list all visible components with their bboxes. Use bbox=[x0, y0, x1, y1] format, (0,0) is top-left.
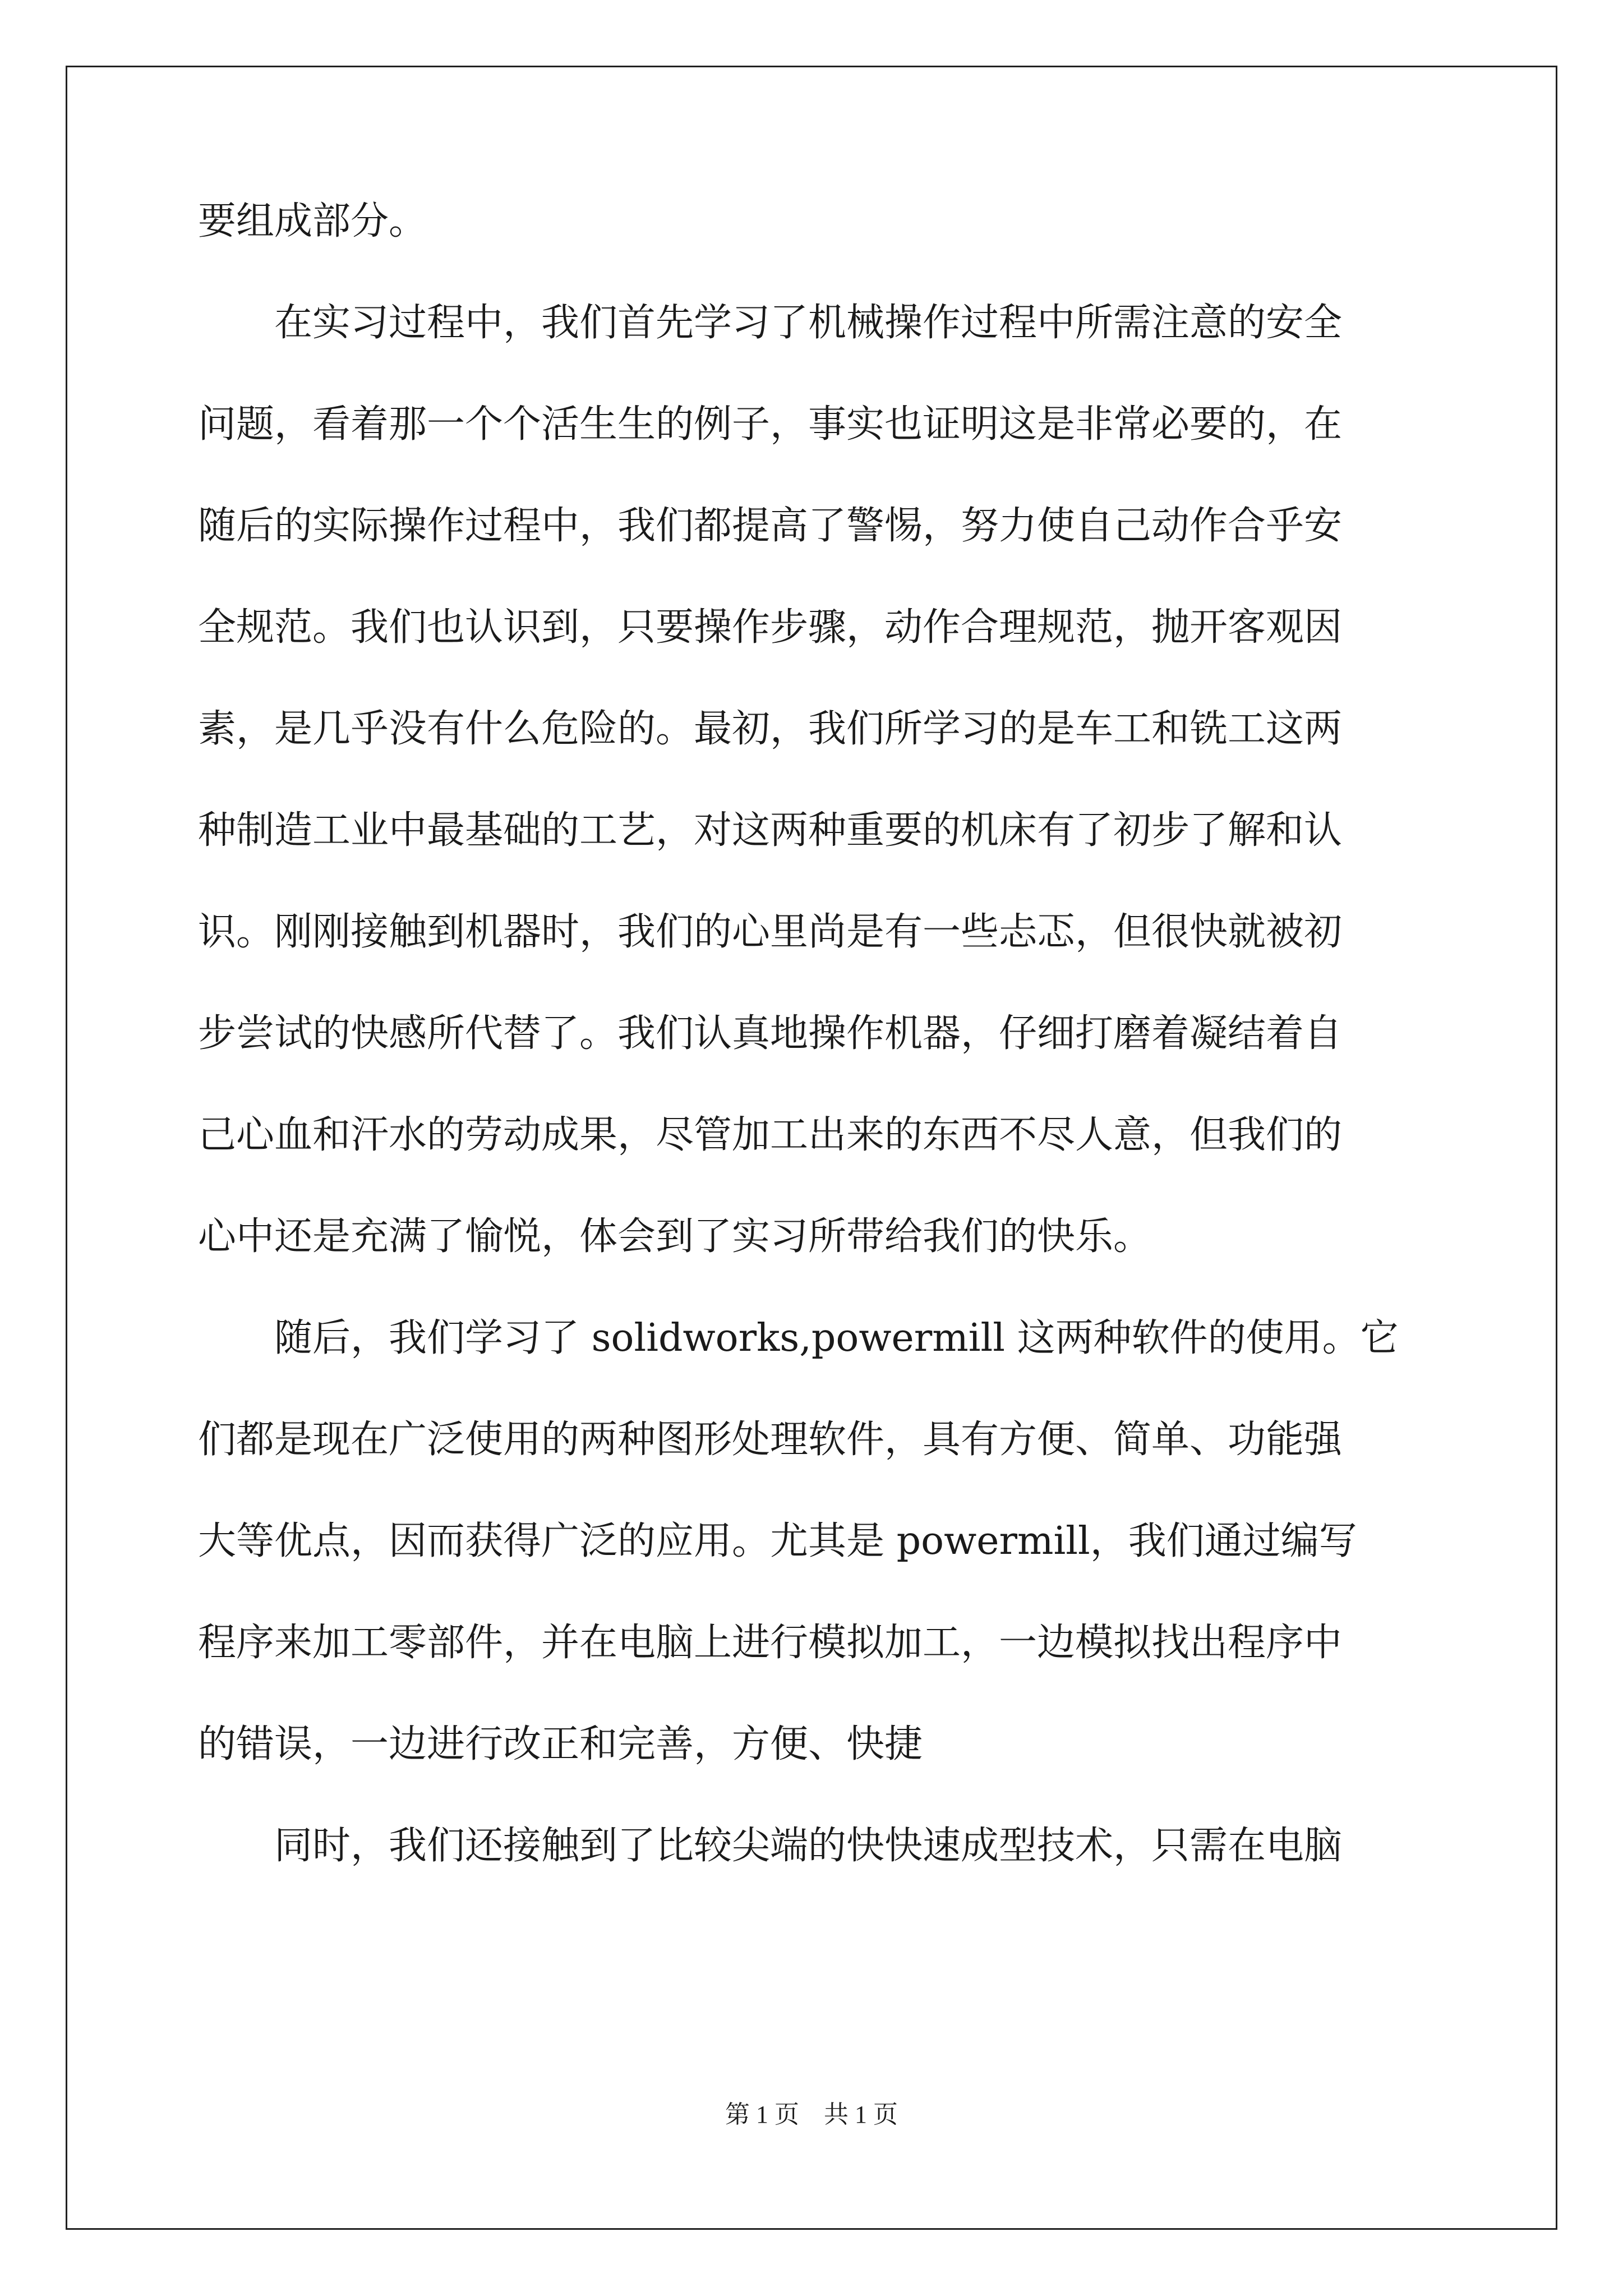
text-line: 们都是现在广泛使用的两种图形处理软件，具有方便、简单、功能强 bbox=[198, 1418, 1343, 1462]
text-line: 心中还是充满了愉悦，体会到了实习所带给我们的快乐。 bbox=[198, 1214, 1152, 1259]
text-line: 随后，我们学习了 solidworks,powermill 这两种软件的使用。它 bbox=[198, 1316, 1399, 1360]
text-line: 素，是几乎没有什么危险的。最初，我们所学习的是车工和铣工这两 bbox=[198, 707, 1343, 751]
text-line: 己心血和汗水的劳动成果，尽管加工出来的东西不尽人意，但我们的 bbox=[198, 1113, 1343, 1157]
page-number-footer: 第 1 页 共 1 页 bbox=[725, 2101, 898, 2128]
text-line: 识。刚刚接触到机器时，我们的心里尚是有一些忐忑，但很快就被初 bbox=[198, 910, 1343, 954]
text-line: 种制造工业中最基础的工艺，对这两种重要的机床有了初步了解和认 bbox=[198, 808, 1343, 853]
text-line: 大等优点，因而获得广泛的应用。尤其是 powermill，我们通过编写 bbox=[198, 1519, 1357, 1563]
text-line: 同时，我们还接触到了比较尖端的快快速成型技术，只需在电脑 bbox=[198, 1824, 1343, 1868]
text-line: 随后的实际操作过程中，我们都提高了警惕，努力使自己动作合乎安 bbox=[198, 504, 1343, 548]
text-line: 的错误，一边进行改正和完善，方便、快捷 bbox=[198, 1722, 923, 1766]
text-line: 要组成部分。 bbox=[198, 199, 427, 243]
text-line: 问题，看着那一个个活生生的例子，事实也证明这是非常必要的，在 bbox=[198, 402, 1343, 447]
text-line: 全规范。我们也认识到，只要操作步骤，动作合理规范，抛开客观因 bbox=[198, 605, 1343, 650]
text-line: 在实习过程中，我们首先学习了机械操作过程中所需注意的安全 bbox=[198, 301, 1343, 345]
text-line: 程序来加工零部件，并在电脑上进行模拟加工，一边模拟找出程序中 bbox=[198, 1621, 1343, 1665]
text-line: 步尝试的快感所代替了。我们认真地操作机器，仔细打磨着凝结着自 bbox=[198, 1011, 1343, 1056]
